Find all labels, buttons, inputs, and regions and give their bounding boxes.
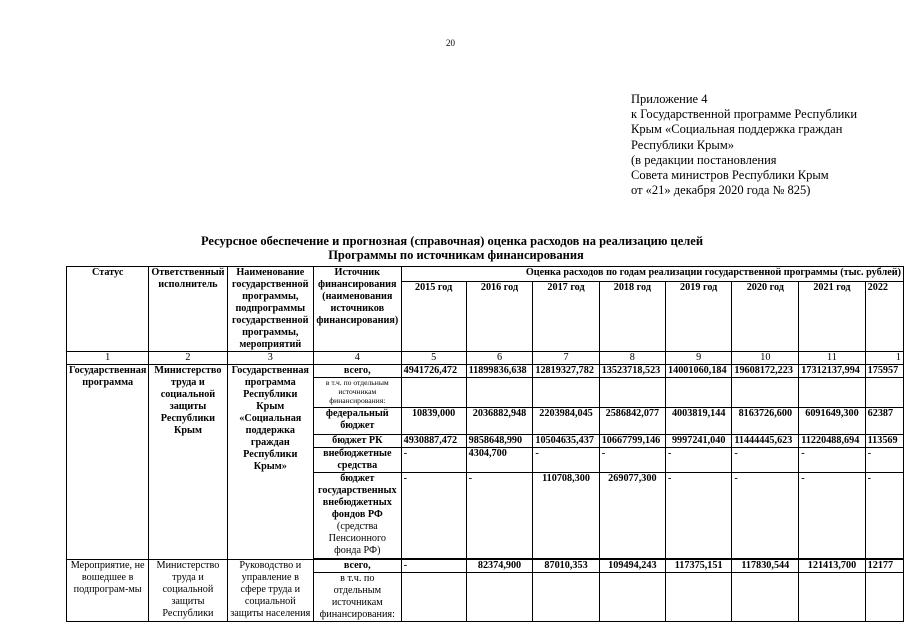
value-cell: 2036882,948: [466, 408, 533, 435]
value-cell: 19608172,223: [732, 365, 799, 378]
value-cell: [732, 378, 799, 408]
column-number: 8: [599, 352, 665, 365]
value-cell: [865, 573, 903, 622]
value-cell: 11444445,623: [732, 435, 799, 448]
appendix-note: [631, 92, 904, 198]
value-cell: 117830,544: [732, 560, 799, 573]
value-cell: 113569: [865, 435, 903, 448]
column-number: 6: [466, 352, 533, 365]
header-year: 2017 год: [533, 281, 599, 351]
header-year: 2018 год: [599, 281, 665, 351]
value-cell: -: [799, 473, 865, 559]
value-cell: 10504635,437: [533, 435, 599, 448]
source-breakdown-label: в т.ч. по отдельным источникам финансирования:: [314, 573, 402, 622]
header-year: 2022: [865, 281, 903, 351]
value-cell: [401, 378, 466, 408]
column-number: 4: [314, 352, 402, 365]
value-cell: [666, 573, 732, 622]
value-cell: 175957: [865, 365, 903, 378]
appendix-line: к Государственной программе Республики: [631, 107, 858, 122]
appendix-line: от «21» декабря 2020 года № 825): [631, 183, 811, 198]
value-cell: -: [732, 448, 799, 473]
measure-name: Руководство и управление в сфере труда и социальной защиты населения: [227, 560, 313, 622]
value-cell: 82374,900: [466, 560, 533, 573]
document-title-line1: Ресурсное обеспечение и прогнозная (справочная) оценка расходов на реализацию целей: [200, 234, 704, 248]
value-cell: 4941726,472: [401, 365, 466, 378]
value-cell: 12177: [865, 560, 903, 573]
source-total: всего,: [314, 365, 402, 378]
value-cell: [799, 573, 865, 622]
value-cell: 10667799,146: [599, 435, 665, 448]
header-source: Источник финансирования (наименования источников финансирования): [314, 267, 402, 352]
value-cell: [599, 378, 665, 408]
value-cell: 4930887,472: [401, 435, 466, 448]
program-executor: Министерство труда и социальной защиты Республики Крым: [149, 365, 227, 560]
value-cell: 11899836,638: [466, 365, 533, 378]
value-cell: 11220488,694: [799, 435, 865, 448]
value-cell: -: [732, 473, 799, 559]
value-cell: 2203984,045: [533, 408, 599, 435]
column-number: 5: [401, 352, 466, 365]
value-cell: [466, 378, 533, 408]
value-cell: [732, 573, 799, 622]
value-cell: -: [865, 473, 903, 559]
value-cell: 4003819,144: [666, 408, 732, 435]
value-cell: -: [865, 448, 903, 473]
header-estimate: Оценка расходов по годам реализации государственной программы (тыс. рублей): [401, 267, 903, 282]
header-year: 2016 год: [466, 281, 533, 351]
value-cell: 110708,300: [533, 473, 599, 559]
value-cell: 2586842,077: [599, 408, 665, 435]
appendix-line: Крым «Социальная поддержка граждан: [631, 122, 843, 137]
value-cell: -: [466, 473, 533, 559]
column-number: 7: [533, 352, 599, 365]
header-executor: Ответственный исполнитель: [149, 267, 227, 352]
value-cell: 109494,243: [599, 560, 665, 573]
value-cell: [666, 378, 732, 408]
value-cell: 14001060,184: [666, 365, 732, 378]
value-cell: -: [666, 473, 732, 559]
appendix-line: Совета министров Республики Крым: [631, 168, 829, 183]
measure-executor: Министерство труда и социальной защиты Республики: [149, 560, 227, 622]
program-name: Государственная программа Республики Крым «Социальная поддержка граждан Республики Крым»: [227, 365, 313, 560]
value-cell: 6091649,300: [799, 408, 865, 435]
appendix-line: Приложение 4: [631, 92, 708, 106]
source-total: всего,: [314, 560, 402, 573]
program-status: Государственная программа: [67, 365, 149, 560]
value-cell: -: [401, 473, 466, 559]
value-cell: -: [799, 448, 865, 473]
header-year: 2019 год: [666, 281, 732, 351]
source-regional: бюджет РК: [314, 435, 402, 448]
column-number: 9: [666, 352, 732, 365]
value-cell: [599, 573, 665, 622]
appendix-line: (в редакции постановления: [631, 152, 777, 167]
page-number: 20: [446, 38, 455, 48]
value-cell: 8163726,600: [732, 408, 799, 435]
value-cell: [533, 573, 599, 622]
column-number: 11: [799, 352, 865, 365]
value-cell: 12819327,782: [533, 365, 599, 378]
source-pension-fund-bold: бюджет государственных внебюджетных фондов РФ: [318, 473, 397, 520]
source-offbudget: внебюджетные средства: [314, 448, 402, 473]
source-pension-fund-note: (средства Пенсионного фонда РФ): [328, 521, 387, 556]
value-cell: 10839,000: [401, 408, 466, 435]
value-cell: 17312137,994: [799, 365, 865, 378]
value-cell: 62387: [865, 408, 903, 435]
value-cell: -: [599, 448, 665, 473]
value-cell: [466, 573, 533, 622]
value-cell: [799, 378, 865, 408]
value-cell: 117375,151: [666, 560, 732, 573]
column-number: 1: [865, 352, 903, 365]
source-federal: федеральный бюджет: [314, 408, 402, 435]
value-cell: 9997241,040: [666, 435, 732, 448]
value-cell: -: [401, 560, 466, 573]
header-status: Статус: [67, 267, 149, 352]
header-year: 2015 год: [401, 281, 466, 351]
appendix-line: Республики Крым»: [631, 137, 734, 152]
document-title-line2: Программы по источникам финансирования: [328, 248, 584, 262]
source-pension-fund: [314, 473, 402, 559]
value-cell: 121413,700: [799, 560, 865, 573]
header-year: 2021 год: [799, 281, 865, 351]
value-cell: 9858648,990: [466, 435, 533, 448]
resource-table: [66, 266, 904, 622]
column-number: 10: [732, 352, 799, 365]
measure-status: Мероприятие, не вошедшее в подпрограм-мы: [67, 560, 149, 622]
header-year: 2020 год: [732, 281, 799, 351]
column-number: 1: [67, 352, 149, 365]
value-cell: 13523718,523: [599, 365, 665, 378]
value-cell: -: [666, 448, 732, 473]
value-cell: [401, 573, 466, 622]
value-cell: [865, 378, 903, 408]
header-name: Наименование государственной программы, подпрограммы государственной программы, мероприятий: [227, 267, 313, 352]
source-breakdown-label: в т.ч. по отдельным источникам финансирования:: [314, 378, 402, 408]
value-cell: 4304,700: [466, 448, 533, 473]
value-cell: -: [533, 448, 599, 473]
column-number: 2: [149, 352, 227, 365]
value-cell: -: [401, 448, 466, 473]
value-cell: [533, 378, 599, 408]
value-cell: 269077,300: [599, 473, 665, 559]
value-cell: 87010,353: [533, 560, 599, 573]
column-number: 3: [227, 352, 313, 365]
